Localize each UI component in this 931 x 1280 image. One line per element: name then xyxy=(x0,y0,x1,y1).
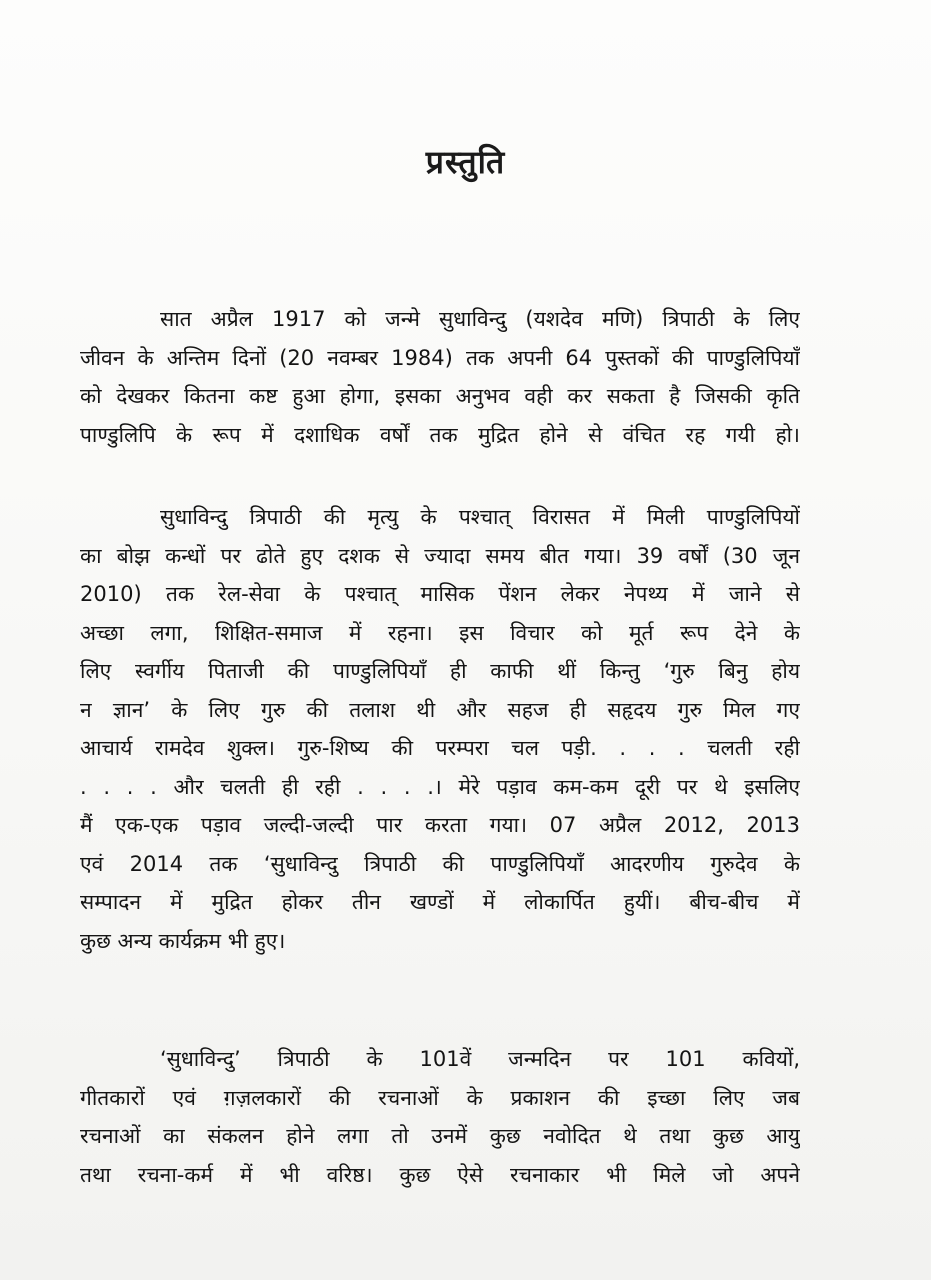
paragraph-line: तथा रचना-कर्म में भी वरिष्ठ। कुछ ऐसे रचनाकार भी मिले जो अपने xyxy=(80,1162,800,1187)
paragraph-line: अच्छा लगा, शिक्षित-समाज में रहना। इस विचार को मूर्त रूप देने के xyxy=(80,620,800,645)
paragraph-line: को देखकर कितना कष्ट हुआ होगा, इसका अनुभव वही कर सकता है जिसकी कृति xyxy=(80,384,800,408)
paragraph-3 xyxy=(80,1040,800,1194)
paragraph-line: का बोझ कन्धों पर ढोते हुए दशक से ज्यादा समय बीत गया। 39 वर्षों (30 जून xyxy=(80,543,800,568)
paragraph-line: न ज्ञान’ के लिए गुरु की तलाश थी और सहज ही सहृदय गुरु मिल गए xyxy=(80,697,800,722)
paragraph-line: मैं एक-एक पड़ाव जल्दी-जल्दी पार करता गया। 07 अप्रैल 2012, 2013 xyxy=(80,813,800,837)
page-title: प्रस्तुति xyxy=(425,143,506,181)
paragraph-line: लिए स्वर्गीय पिताजी की पाण्डुलिपियाँ ही काफी थीं किन्तु ‘गुरु बिनु होय xyxy=(80,659,800,683)
paragraph-line: रचनाओं का संकलन होने लगा तो उनमें कुछ नवोदित थे तथा कुछ आयु xyxy=(80,1124,800,1148)
paragraph-line: सुधाविन्दु त्रिपाठी की मृत्यु के पश्चात् विरासत में मिली पाण्डुलिपियों xyxy=(160,505,800,529)
paragraph-line: गीतकारों एवं ग़ज़लकारों की रचनाओं के प्रकाशन की इच्छा लिए जब xyxy=(80,1085,800,1110)
paragraph-1 xyxy=(80,300,800,454)
paragraph-line: . . . . और चलती ही रही . . . .। मेरे पड़ाव कम-कम दूरी पर थे इसलिए xyxy=(80,774,800,799)
paragraph-line: एवं 2014 तक ‘सुधाविन्दु त्रिपाठी की पाण्डुलिपियाँ आदरणीय गुरुदेव के xyxy=(80,851,800,876)
paragraph-line: पाण्डुलिपि के रूप में दशाधिक वर्षों तक मुद्रित होने से वंचित रह गयी हो। xyxy=(80,422,800,447)
paragraph-line: आचार्य रामदेव शुक्ल। गुरु-शिष्य की परम्परा चल पड़ी. . . . चलती रही xyxy=(80,736,800,760)
paragraph-line: कुछ अन्य कार्यक्रम भी हुए। xyxy=(80,928,286,953)
paragraph-line: सात अप्रैल 1917 को जन्मे सुधाविन्दु (यशदेव मणि) त्रिपाठी के लिए xyxy=(160,307,800,331)
paragraph-line: जीवन के अन्तिम दिनों (20 नवम्बर 1984) तक अपनी 64 पुस्तकों की पाण्डुलिपियाँ xyxy=(80,345,800,370)
paragraph-2 xyxy=(80,498,800,960)
paragraph-line: सम्पादन में मुद्रित होकर तीन खण्डों में लोकार्पित हुयीं। बीच-बीच में xyxy=(80,890,800,914)
paragraph-line: ‘सुधाविन्दु’ त्रिपाठी के 101वें जन्मदिन पर 101 कवियों, xyxy=(160,1047,800,1071)
paragraph-line: 2010) तक रेल-सेवा के पश्चात् मासिक पेंशन लेकर नेपथ्य में जाने से xyxy=(80,582,800,606)
